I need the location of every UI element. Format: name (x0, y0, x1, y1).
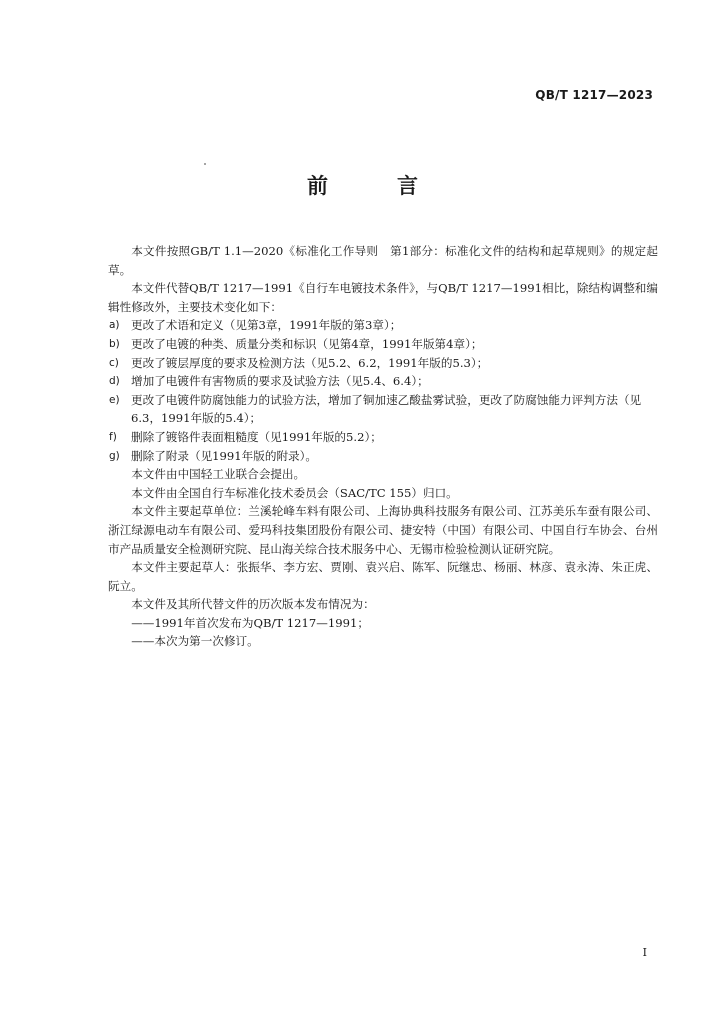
changes-list (108, 316, 658, 465)
list-marker: f) (109, 430, 117, 443)
list-marker: g) (109, 449, 120, 462)
list-item-text: 删除了镀铬件表面粗糙度（见1991年版的5.2）； (131, 429, 382, 444)
paragraph-replacement: 本文件代替QB/T 1217—1991《自行车电镀技术条件》，与QB/T 1217—1991相比，除结构调整和编辑性修改外，主要技术变化如下： (108, 281, 658, 314)
list-item-text: 更改了电镀件防腐蚀能力的试验方法，增加了铜加速乙酸盐雾试验，更改了防腐蚀能力评判方法（见6.3，1991年版的5.4）； (131, 392, 642, 426)
paragraph-drafters: 本文件主要起草人：张振华、李方宏、贾刚、袁兴启、陈军、阮继忠、杨丽、林彦、袁永涛、朱正虎、阮立。 (108, 560, 658, 593)
list-item (109, 316, 658, 335)
list-item-text: 更改了电镀的种类、质量分类和标识（见第4章，1991年版第4章）； (131, 336, 483, 351)
paragraph-drafting-rules: 本文件按照GB/T 1.1—2020《标准化工作导则 第1部分：标准化文件的结构和起草规则》的规定起草。 (108, 244, 658, 277)
list-marker: d) (109, 375, 120, 388)
history-item-first: ——1991年首次发布为QB/T 1217—1991； (131, 615, 369, 630)
list-item (109, 447, 658, 466)
paragraph-drafting-units: 本文件主要起草单位：兰溪轮峰车料有限公司、上海协典科技服务有限公司、江苏美乐车蚕有限公司、浙江绿源电动车有限公司、爱玛科技集团股份有限公司、捷安特（中国）有限公司、中国自行车协会、台州市产品质量安全检测研究院、昆山海关综合技术服务中心、无锡市检验检测认证研究院。 (108, 504, 658, 556)
paragraph-proposer: 本文件由中国轻工业联合会提出。 (131, 467, 306, 482)
list-item-text: 增加了电镀件有害物质的要求及试验方法（见5.4、6.4）； (131, 374, 429, 389)
list-item (109, 428, 658, 447)
list-item-text: 删除了附录（见1991年版的附录）。 (131, 448, 318, 463)
history-item-revision: ——本次为第一次修订。 (131, 634, 259, 649)
list-item (109, 391, 658, 428)
list-marker: a) (109, 319, 120, 332)
page-number: I (642, 946, 647, 959)
foreword-body (108, 242, 658, 651)
scan-speck (204, 163, 206, 165)
standard-number: QB/T 1217—2023 (535, 88, 653, 102)
list-item-text: 更改了镀层厚度的要求及检测方法（见5.2、6.2，1991年版的5.3）； (131, 355, 489, 370)
paragraph-history-intro: 本文件及其所代替文件的历次版本发布情况为： (131, 597, 375, 612)
page-title: 前 言 (307, 174, 442, 198)
list-item (109, 372, 658, 391)
list-marker: b) (109, 337, 120, 350)
list-item-text: 更改了术语和定义（见第3章，1991年版的第3章）； (131, 318, 402, 333)
list-marker: c) (109, 356, 119, 369)
paragraph-committee: 本文件由全国自行车标准化技术委员会（SAC/TC 155）归口。 (131, 485, 458, 500)
list-marker: e) (109, 393, 120, 406)
list-item (109, 335, 658, 354)
list-item (109, 354, 658, 373)
